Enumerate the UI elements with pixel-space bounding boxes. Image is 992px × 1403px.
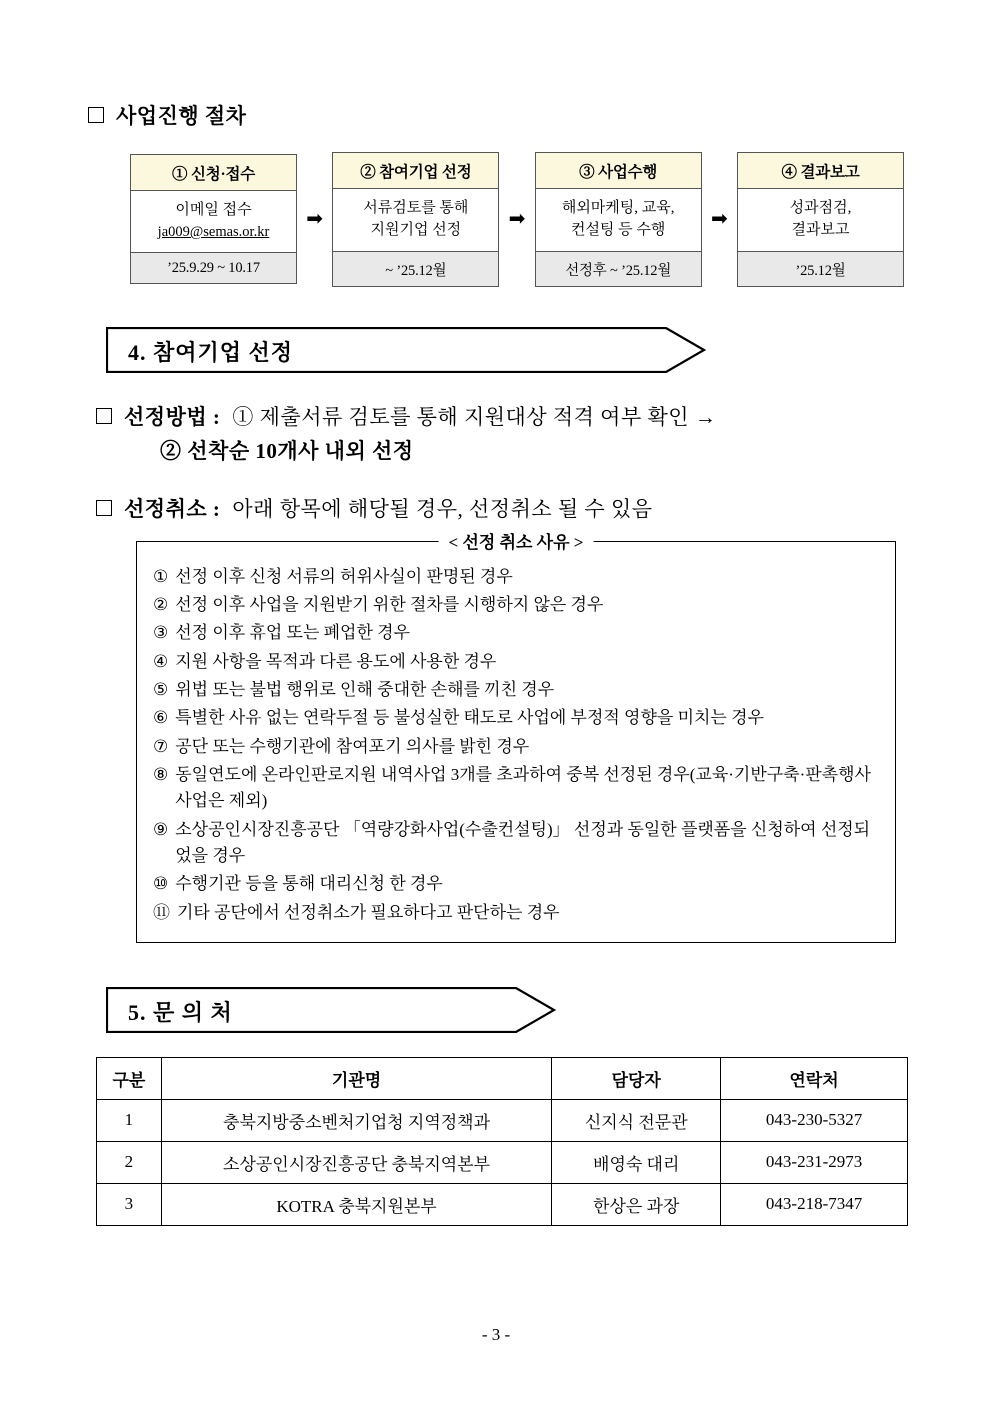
section-banner-4-label: 4. 참여기업 선정: [128, 339, 294, 365]
header-person: 담당자: [552, 1057, 721, 1099]
cancel-reason-1-text: 선정 이후 신청 서류의 허위사실이 판명된 경우: [175, 566, 513, 586]
process-heading: [88, 100, 904, 130]
row-1-person: 신지식 전문관: [552, 1099, 721, 1141]
section-banner-5-label: 5. 문 의 처: [128, 999, 233, 1025]
flow-step-1-line1: 이메일 접수: [175, 202, 252, 219]
flow-step-1-email: ja009@semas.or.kr: [157, 224, 270, 241]
flow-step-4-period: ’25.12월: [738, 251, 903, 286]
row-3-org: KOTRA 충북지원본부: [161, 1183, 552, 1225]
flow-step-3: [535, 152, 702, 287]
row-1-no: 1: [97, 1099, 162, 1141]
list-item: [153, 564, 879, 590]
list-item: [153, 592, 879, 618]
selection-method-line1: ① 제출서류 검토를 통해 지원대상 적격 여부 확인 →: [232, 404, 717, 429]
flow-step-4-line2: 결과보고: [791, 221, 850, 238]
flow-step-2-period: ~ ’25.12월: [333, 251, 498, 286]
flow-step-2-line1: 서류검토를 통해: [363, 200, 469, 216]
list-item: [153, 705, 879, 731]
cancel-reason-4-num: ④: [153, 651, 169, 671]
page-number: - 3 -: [481, 1325, 511, 1344]
row-2-tel: 043-231-2973: [721, 1141, 908, 1183]
list-item: [153, 762, 879, 815]
selection-cancel-desc: 아래 항목에 해당될 경우, 선정취소 될 수 있음: [232, 496, 653, 521]
cancel-reason-2-text: 선정 이후 사업을 지원받기 위한 절차를 시행하지 않은 경우: [175, 594, 604, 614]
table-row: [97, 1099, 908, 1141]
checkbox-icon: [96, 408, 112, 424]
table-header-row: [97, 1057, 908, 1099]
cancel-reason-10-text: 수행기관 등을 통해 대리신청 한 경우: [175, 874, 443, 894]
flow-arrow-icon-1: ➡: [306, 208, 324, 231]
row-2-person: 배영숙 대리: [552, 1141, 721, 1183]
selection-cancel-block: [96, 493, 904, 523]
selection-method-label: 선정방법 :: [124, 404, 221, 429]
process-flow: [130, 152, 904, 287]
flow-arrow-icon-3: ➡: [710, 208, 728, 231]
flow-step-1: [130, 154, 297, 284]
selection-method-line2: ② 선착순 10개사 내외 선정: [160, 438, 414, 463]
section-banner-5: [106, 987, 556, 1033]
flow-step-2: [332, 152, 499, 287]
cancel-reason-2-num: ②: [153, 594, 169, 614]
cancel-reason-8-num: ⑧: [153, 764, 169, 784]
flow-step-2-title: ② 참여기업 선정: [333, 153, 498, 189]
flow-step-3-title: ③ 사업수행: [536, 153, 701, 189]
selection-cancel-heading: [96, 493, 904, 523]
row-1-tel: 043-230-5327: [721, 1099, 908, 1141]
flow-step-4-title: ④ 결과보고: [738, 153, 903, 189]
section-banner-4: [106, 327, 706, 373]
flow-step-3-line1: 해외마케팅, 교육,: [561, 200, 675, 216]
header-no: 구분: [97, 1057, 162, 1099]
cancel-reason-5-num: ⑤: [153, 679, 169, 699]
checkbox-icon: [96, 500, 112, 516]
cancel-reason-9-num: ⑨: [153, 819, 169, 839]
list-item: [153, 677, 879, 703]
list-item: [153, 734, 879, 760]
flow-step-1-title: ① 신청·접수: [131, 155, 296, 191]
flow-step-3-period: 선정후 ~ ’25.12월: [536, 251, 701, 286]
flow-step-2-body: [333, 189, 498, 251]
row-3-tel: 043-218-7347: [721, 1183, 908, 1225]
checkbox-icon: [88, 107, 104, 123]
row-1-org: 충북지방중소벤처기업청 지역정책과: [161, 1099, 552, 1141]
flow-step-4: [737, 152, 904, 287]
cancel-reason-1-num: ①: [153, 566, 169, 586]
cancel-reason-11-text: 기타 공단에서 선정취소가 필요하다고 판단하는 경우: [177, 902, 560, 922]
cancel-reason-7-num: ⑦: [153, 736, 169, 756]
cancel-reason-6-text: 특별한 사유 없는 연락두절 등 불성실한 태도로 사업에 부정적 영향을 미치는 경우: [175, 708, 764, 728]
selection-cancel-label: 선정취소 :: [124, 496, 221, 521]
row-2-no: 2: [97, 1141, 162, 1183]
table-row: [97, 1141, 908, 1183]
row-2-org: 소상공인시장진흥공단 충북지역본부: [161, 1141, 552, 1183]
header-tel: 연락처: [721, 1057, 908, 1099]
table-row: [97, 1183, 908, 1225]
cancel-reason-5-text: 위법 또는 불법 행위로 인해 중대한 손해를 끼친 경우: [175, 679, 555, 699]
list-item: [153, 649, 879, 675]
selection-method-heading: [96, 401, 904, 431]
flow-step-2-line2: 지원기업 선정: [370, 221, 462, 238]
cancel-reason-11-num: ⑪: [153, 902, 170, 922]
cancel-reason-3-num: ③: [153, 623, 169, 643]
cancel-reason-list: [153, 564, 879, 926]
list-item: [153, 817, 879, 870]
header-org: 기관명: [161, 1057, 552, 1099]
cancel-reason-7-text: 공단 또는 수행기관에 참여포기 의사를 밝힌 경우: [175, 736, 530, 756]
cancel-reason-title: < 선정 취소 사유 >: [439, 530, 594, 556]
flow-step-3-line2: 컨설팅 등 수행: [570, 221, 666, 238]
row-3-person: 한상은 과장: [552, 1183, 721, 1225]
cancel-reason-8-text: 동일연도에 온라인판로지원 내역사업 3개를 초과하여 중복 선정된 경우(교육·기반구축·판촉행사사업은 제외): [175, 764, 871, 811]
flow-arrow-icon-2: ➡: [508, 208, 526, 231]
contact-table: [96, 1057, 908, 1226]
cancel-reason-box: [136, 532, 896, 943]
cancel-reason-9-text: 소상공인시장진흥공단 「역량강화사업(수출컨설팅)」 선정과 동일한 플랫폼을 신청하여 선정되었을 경우: [175, 819, 871, 865]
list-item: [153, 620, 879, 646]
flow-step-1-period: ’25.9.29 ~ 10.17: [131, 252, 296, 283]
flow-step-4-body: [738, 189, 903, 251]
cancel-reason-10-num: ⑩: [153, 874, 169, 894]
list-item: [153, 871, 879, 897]
list-item: [153, 900, 879, 926]
process-heading-label: 사업진행 절차: [116, 104, 247, 128]
selection-method-block: [96, 401, 904, 465]
cancel-reason-4-text: 지원 사항을 목적과 다른 용도에 사용한 경우: [175, 651, 497, 671]
cancel-reason-6-num: ⑥: [153, 708, 169, 728]
flow-step-3-body: [536, 189, 701, 251]
flow-step-1-body: [131, 191, 296, 252]
cancel-reason-3-text: 선정 이후 휴업 또는 폐업한 경우: [175, 623, 410, 643]
flow-step-4-line1: 성과점검,: [789, 200, 852, 216]
row-3-no: 3: [97, 1183, 162, 1225]
